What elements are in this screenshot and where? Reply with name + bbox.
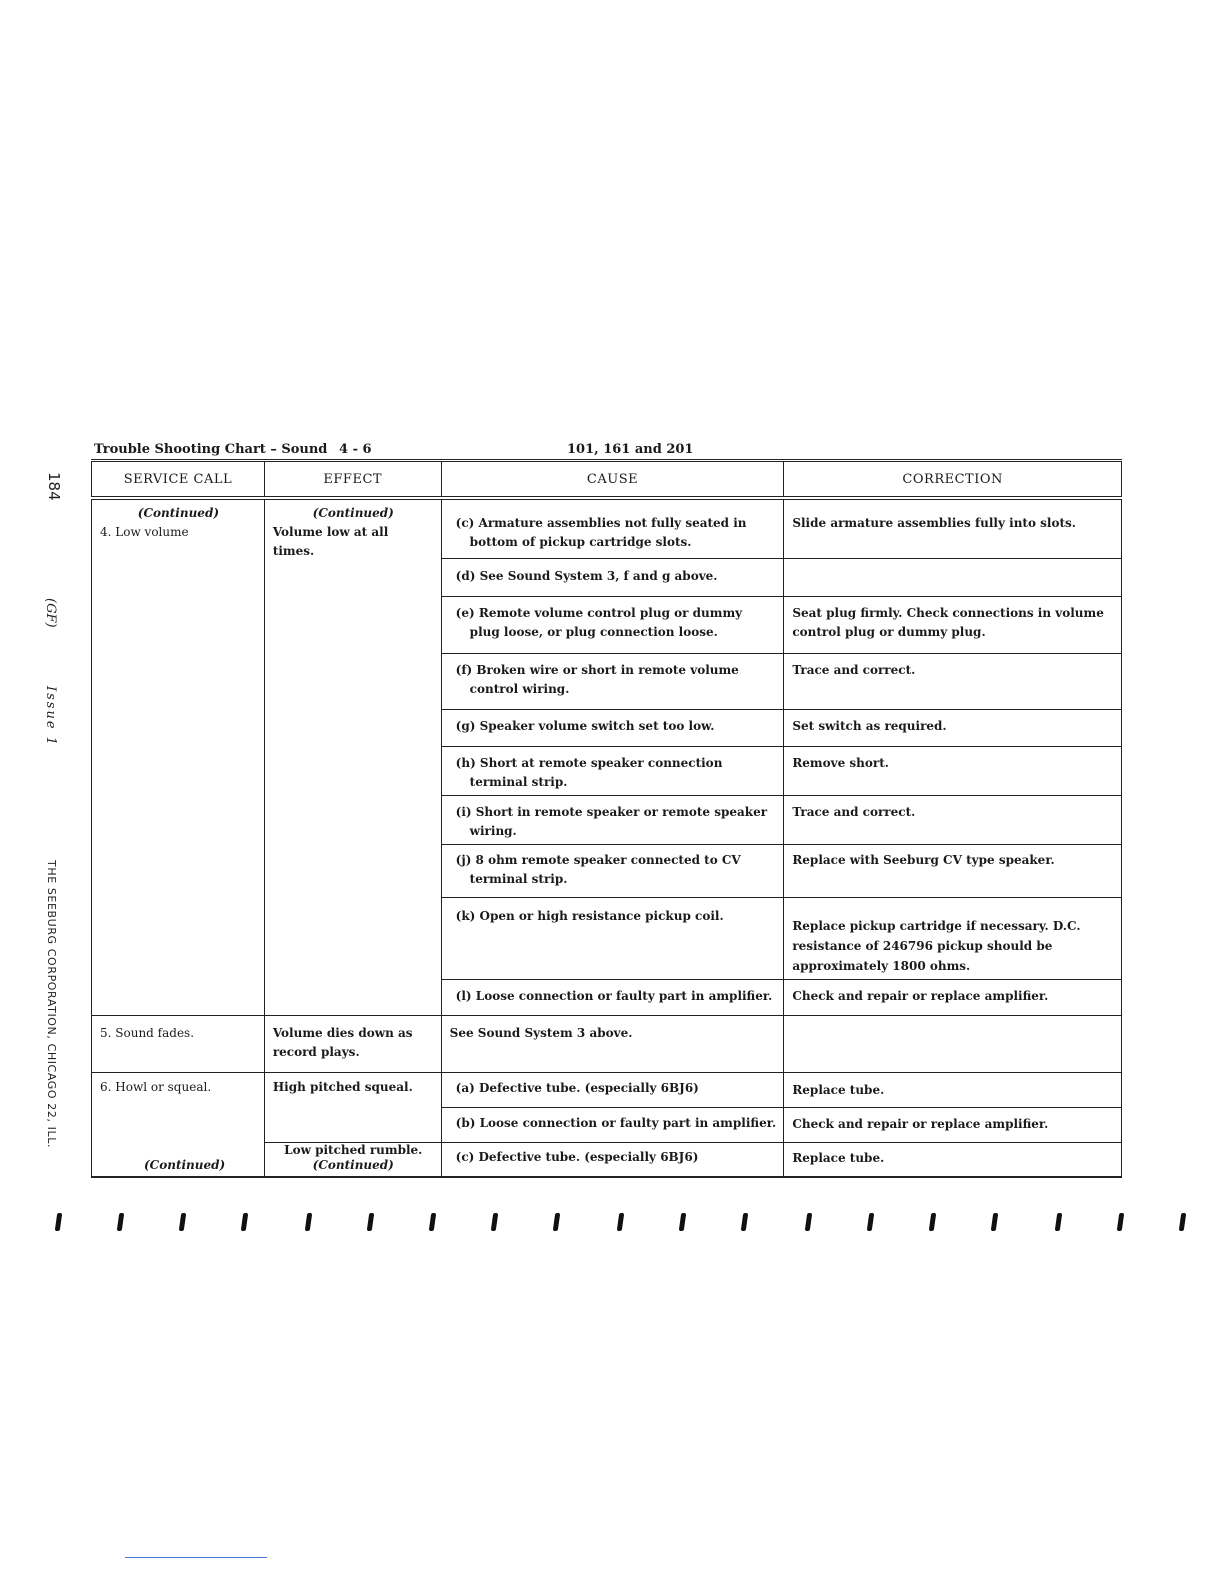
corporation-imprint: THE SEEBURG CORPORATION, CHICAGO 22, ILL.: [45, 860, 58, 1149]
punch-mark: [679, 1213, 687, 1231]
cause-text: (c) Armature assemblies not fully seated in bottom of pickup cartridge slots.: [455, 516, 747, 549]
correction-cell: [784, 558, 1122, 596]
correction-cell: [784, 897, 1122, 979]
punch-mark: [55, 1213, 63, 1231]
effect-cell: [264, 1142, 441, 1177]
cause-text: (c) Defective tube. (especially 6BJ6): [455, 1149, 699, 1164]
cause-cell: [441, 558, 784, 596]
punch-mark: [491, 1213, 499, 1231]
cause-cell: [441, 844, 784, 897]
chart-title: Trouble Shooting Chart – Sound: [94, 442, 328, 457]
service-call-label: 4. Low volume: [100, 525, 189, 539]
binder-punch-marks: [50, 1213, 1190, 1235]
correction-text: Check and repair or replace amplifier.: [792, 1116, 1049, 1131]
service-call-cell: [92, 1015, 265, 1072]
correction-cell: [784, 1015, 1122, 1072]
cause-cell: [441, 709, 784, 746]
punch-mark: [1055, 1213, 1063, 1231]
effect-text: Volume dies down as record plays.: [272, 1025, 413, 1059]
cause-text: (i) Short in remote speaker or remote speaker wiring.: [455, 804, 768, 838]
punch-mark: [429, 1213, 437, 1231]
correction-text: Set switch as required.: [792, 718, 947, 733]
cause-cell: [441, 653, 784, 709]
correction-cell: [784, 844, 1122, 897]
punch-mark: [367, 1213, 375, 1231]
continued-note: (Continued): [312, 1157, 394, 1172]
correction-text: Seat plug firmly. Check connections in volume control plug or dummy plug.: [792, 605, 1104, 639]
page-header: [94, 442, 1122, 460]
cause-cell: [441, 979, 784, 1015]
effect-text: High pitched squeal.: [272, 1079, 413, 1094]
punch-mark: [553, 1213, 561, 1231]
punch-mark: [929, 1213, 937, 1231]
cause-text: (a) Defective tube. (especially 6BJ6): [455, 1080, 699, 1095]
effect-cell: [264, 498, 441, 1015]
cause-cell: [441, 1107, 784, 1142]
cause-cell: [441, 1072, 784, 1107]
table-row: [92, 1015, 1122, 1072]
cause-cell: [441, 1142, 784, 1177]
cause-cell: [441, 596, 784, 653]
cause-cell: [441, 795, 784, 844]
column-header-service-call: SERVICE CALL: [92, 461, 265, 499]
correction-text: Remove short.: [792, 755, 889, 770]
section-number: 4 - 6: [339, 442, 372, 457]
punch-mark: [1117, 1213, 1125, 1231]
punch-mark: [867, 1213, 875, 1231]
cause-text: (d) See Sound System 3, f and g above.: [455, 568, 718, 583]
cause-text: (h) Short at remote speaker connection terminal strip.: [455, 755, 723, 789]
correction-text: Replace pickup cartridge if necessary. D.C. resistance of 246796 pickup should be approximately 1800 ohms.: [792, 918, 1081, 973]
correction-cell: [784, 653, 1122, 709]
service-call-cell: [92, 498, 265, 1015]
correction-text: Check and repair or replace amplifier.: [792, 988, 1049, 1003]
cause-text: (g) Speaker volume switch set too low.: [455, 718, 715, 733]
cause-text: (b) Loose connection or faulty part in amplifier.: [455, 1115, 777, 1130]
correction-cell: [784, 979, 1122, 1015]
punch-mark: [991, 1213, 999, 1231]
page-number: 184: [45, 472, 63, 501]
punch-mark: [617, 1213, 625, 1231]
effect-text: Volume low at all times.: [272, 525, 389, 558]
correction-text: Trace and correct.: [792, 804, 916, 819]
correction-text: Replace tube.: [792, 1082, 885, 1097]
continued-note: (Continued): [137, 506, 220, 520]
table-row: [92, 1072, 1122, 1107]
column-header-effect: EFFECT: [264, 461, 441, 499]
service-call-label: 5. Sound fades.: [100, 1025, 195, 1040]
cause-cell: [441, 746, 784, 795]
correction-cell: [784, 746, 1122, 795]
correction-text: Slide armature assemblies fully into slots.: [792, 516, 1076, 530]
effect-cell: [264, 1015, 441, 1072]
punch-mark: [805, 1213, 813, 1231]
punch-mark: [179, 1213, 187, 1231]
column-header-cause: CAUSE: [441, 461, 784, 499]
cause-cell: [441, 1015, 784, 1072]
cause-cell: [441, 897, 784, 979]
correction-text: Replace with Seeburg CV type speaker.: [792, 852, 1055, 867]
punch-mark: [117, 1213, 125, 1231]
margin-code: (GF): [43, 598, 58, 628]
correction-text: Replace tube.: [792, 1150, 885, 1165]
table-row: [92, 498, 1122, 558]
continued-note: (Continued): [144, 1157, 226, 1172]
cause-text: (e) Remote volume control plug or dummy plug loose, or plug connection loose.: [455, 605, 743, 639]
service-call-cell: [92, 1072, 265, 1177]
cause-text: See Sound System 3 above.: [449, 1025, 633, 1040]
cause-text: (k) Open or high resistance pickup coil.: [455, 908, 724, 923]
cause-text: (j) 8 ohm remote speaker connected to CV terminal strip.: [455, 852, 741, 886]
column-header-correction: CORRECTION: [784, 461, 1122, 499]
service-call-label: 6. Howl or squeal.: [100, 1079, 212, 1094]
punch-mark: [305, 1213, 313, 1231]
table-header-row: [92, 461, 1122, 499]
correction-cell: [784, 709, 1122, 746]
model-numbers: 101, 161 and 201: [567, 442, 694, 457]
cause-text: (f) Broken wire or short in remote volume control wiring.: [455, 662, 739, 696]
correction-cell: [784, 596, 1122, 653]
correction-cell: [784, 1072, 1122, 1107]
effect-cell: [264, 1072, 441, 1142]
cause-text: (l) Loose connection or faulty part in amplifier.: [455, 988, 773, 1003]
cause-cell: [441, 498, 784, 558]
correction-cell: [784, 795, 1122, 844]
effect-text: Low pitched rumble.: [284, 1142, 423, 1157]
punch-mark: [741, 1213, 749, 1231]
issue-label: Issue 1: [43, 686, 58, 747]
trouble-shooting-table: [91, 459, 1122, 1178]
correction-cell: [784, 1107, 1122, 1142]
punch-mark: [241, 1213, 249, 1231]
punch-mark: [1179, 1213, 1187, 1231]
continued-note: (Continued): [312, 506, 394, 520]
correction-text: Trace and correct.: [792, 662, 916, 677]
correction-cell: [784, 498, 1122, 558]
correction-cell: [784, 1142, 1122, 1177]
underline-mark: [125, 1557, 267, 1558]
